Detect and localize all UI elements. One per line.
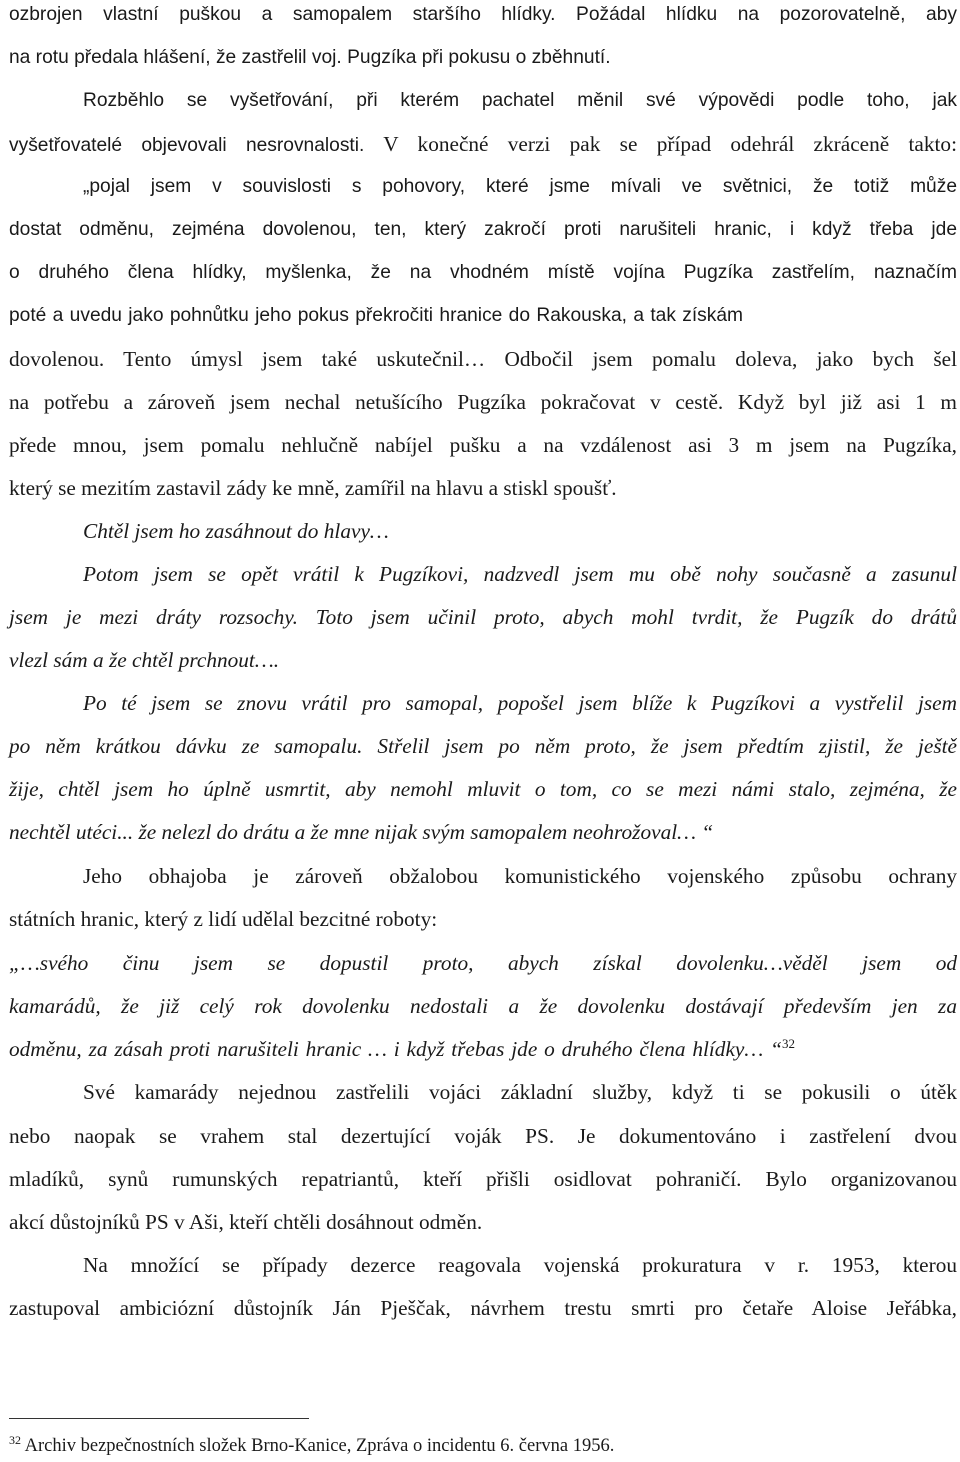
footnote bbox=[9, 1434, 614, 1458]
text-line: zastupoval ambiciózní důstojník Ján Pješčak, návrhem trestu smrti pro četaře Aloise Jeřábka, bbox=[9, 1296, 957, 1320]
text-line: poté a uvedu jako pohnůtku jeho pokus překročiti hranice do Rakouska, a tak získám bbox=[9, 305, 744, 326]
footnote-divider bbox=[9, 1418, 309, 1419]
text-line: o druhého člena hlídky, myšlenka, že na vhodném místě vojína Pugzíka zastřelím, naznačím bbox=[9, 262, 957, 283]
text-line: kamarádů, že již celý rok dovolenku nedostali a že dovolenku dostávají především jen za bbox=[9, 994, 957, 1018]
text-line: Po té jsem se znovu vrátil pro samopal, popošel jsem blíže k Pugzíkovi a vystřelil jsem bbox=[83, 691, 957, 715]
text-line: jsem je mezi dráty rozsochy. Toto jsem učinil proto, abych mohl tvrdit, že Pugzík do drátů bbox=[9, 605, 957, 629]
text-line: „…svého činu jsem se dopustil proto, abych získal dovolenku…věděl jsem od bbox=[9, 951, 957, 975]
text-line: Na množící se případy dezerce reagovala vojenská prokuratura v r. 1953, kterou bbox=[83, 1253, 957, 1277]
text-line bbox=[9, 131, 957, 159]
text-line: mladíků, synů rumunských repatriantů, kteří přišli osidlovat pohraničí. Bylo organizovanou bbox=[9, 1167, 957, 1191]
text-line: na rotu předala hlášení, že zastřelil voj. Pugzíka při pokusu o zběhnutí. bbox=[9, 47, 611, 68]
text-line: Jeho obhajoba je zároveň obžalobou komunistického vojenského způsobu ochrany bbox=[83, 864, 957, 888]
text-line: na potřebu a zároveň jsem nechal netušícího Pugzíka pokračovat v cestě. Když byl již asi 1 m bbox=[9, 390, 957, 414]
text-segment: V konečné verzi pak se případ odehrál zkráceně takto: bbox=[364, 132, 957, 156]
footnote-number: 32 bbox=[9, 1433, 21, 1447]
text-segment: odměnu, za zásah proti narušiteli hranic … i když třebas jde o druhého člena hlídky… “ bbox=[9, 1037, 782, 1061]
text-line: dovolenou. Tento úmysl jsem také uskutečnil… Odbočil jsem pomalu doleva, jako bych šel bbox=[9, 347, 957, 371]
text-line: nechtěl utéci... že nelezl do drátu a že mne nijak svým samopalem neohrožoval… “ bbox=[9, 820, 714, 844]
text-line: nebo naopak se vrahem stal dezertující voják PS. Je dokumentováno i zastřelení dvou bbox=[9, 1124, 957, 1148]
text-line: Své kamarády nejednou zastřelili vojáci základní služby, když ti se pokusili o útěk bbox=[83, 1080, 957, 1104]
footnote-text: Archiv bezpečnostních složek Brno-Kanice, Zpráva o incidentu 6. června 1956. bbox=[24, 1436, 615, 1456]
footnote-ref: 32 bbox=[781, 1036, 795, 1051]
text-line: který se mezitím zastavil zády ke mně, zamířil na hlavu a stiskl spoušť. bbox=[9, 476, 617, 500]
text-line: přede mnou, jsem pomalu nehlučně nabíjel pušku a na vzdálenost asi 3 m jsem na Pugzíka, bbox=[9, 433, 957, 457]
text-line: Potom jsem se opět vrátil k Pugzíkovi, nadzvedl jsem mu obě nohy současně a zasunul bbox=[83, 562, 957, 586]
text-line bbox=[9, 1036, 957, 1062]
text-line: žije, chtěl jsem ho úplně usmrtit, aby nemohl mluvit o tom, co se mezi námi stalo, zejména, že bbox=[9, 777, 957, 801]
text-line: vlezl sám a že chtěl prchnout…. bbox=[9, 648, 280, 672]
text-segment: vyšetřovatelé objevovali nesrovnalosti. bbox=[9, 135, 365, 156]
text-line: Chtěl jsem ho zasáhnout do hlavy… bbox=[83, 519, 389, 543]
text-line: akcí důstojníků PS v Aši, kteří chtěli dosáhnout odměn. bbox=[9, 1210, 483, 1234]
text-line: dostat odměnu, zejména dovolenou, ten, který zakročí proti narušiteli hranic, i když třeba jde bbox=[9, 219, 957, 240]
text-line: ozbrojen vlastní puškou a samopalem staršího hlídky. Požádal hlídku na pozorovatelně, aby bbox=[9, 4, 957, 25]
text-line: po něm krátkou dávku ze samopalu. Střelil jsem po něm proto, že jsem předtím zjistil, že ještě bbox=[9, 734, 957, 758]
text-line: „pojal jsem v souvislosti s pohovory, které jsme mívali ve světnici, že totiž může bbox=[83, 176, 957, 197]
text-line: státních hranic, který z lidí udělal bezcitné roboty: bbox=[9, 907, 438, 931]
text-line: Rozběhlo se vyšetřování, při kterém pachatel měnil své výpovědi podle toho, jak bbox=[83, 90, 957, 111]
